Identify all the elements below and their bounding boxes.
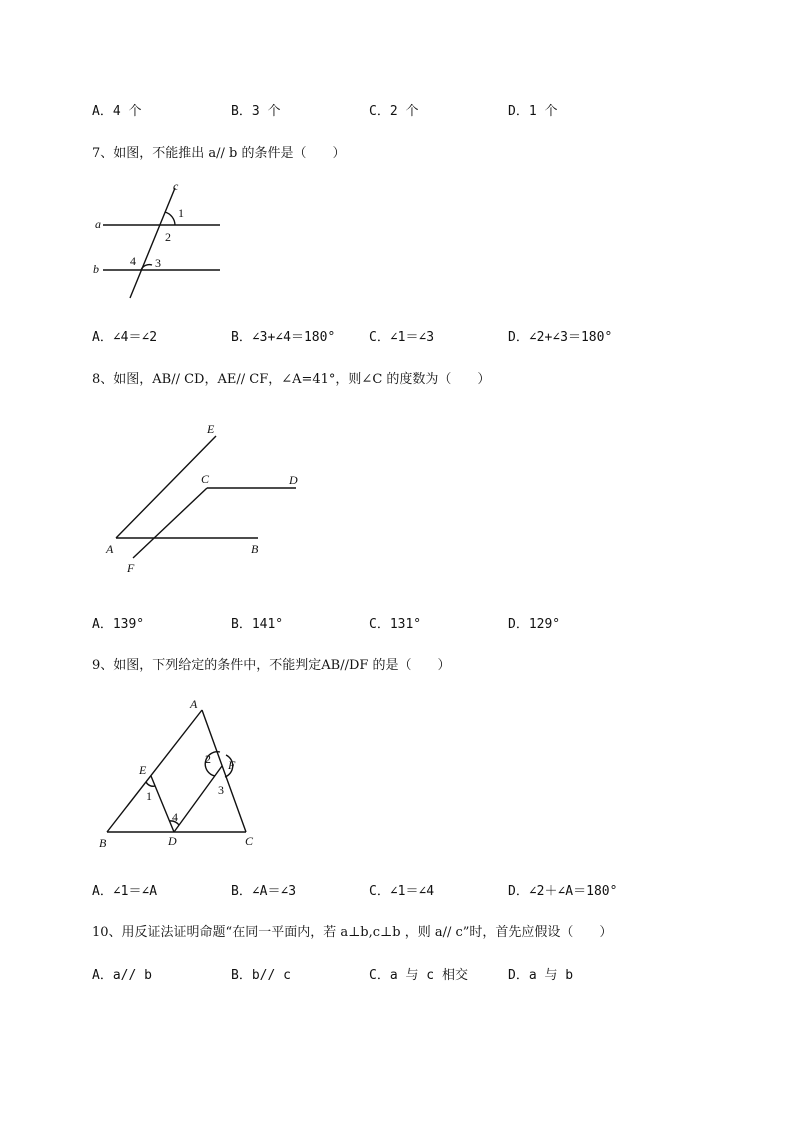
q10-option-d: D．a 与 b (508, 968, 574, 983)
q7-option-c: C．∠1＝∠3 (369, 330, 435, 345)
q8-option-a: A．139° (92, 617, 145, 632)
q9-stem: 9、如图，下列给定的条件中，不能判定AB//DF 的是（ ） (92, 658, 451, 673)
q9-label-2: 2 (205, 752, 211, 766)
q7-option-b: B．∠3+∠4＝180° (231, 330, 336, 345)
q7-label-a: a (95, 217, 101, 231)
q7-figure (85, 175, 230, 305)
q7-label-4: 4 (130, 254, 136, 268)
q7-stem: 7、如图，不能推出 a// b 的条件是（ ） (92, 146, 346, 161)
q6-option-c: C．2 个 (369, 104, 419, 119)
q6-option-a: A．4 个 (92, 104, 142, 119)
q8-label-e: E (207, 422, 215, 436)
q8-option-b: B．141° (231, 617, 284, 632)
q9-label-c: C (245, 834, 254, 848)
q9-label-3: 3 (218, 783, 224, 797)
q9-label-4: 4 (172, 810, 178, 824)
q9-side-ac (202, 710, 246, 832)
q9-figure (95, 693, 270, 858)
q7-label-1: 1 (178, 206, 184, 220)
q8-option-c: C．131° (369, 617, 422, 632)
q7-option-d: D．∠2+∠3＝180° (508, 330, 613, 345)
q9-label-b: B (99, 836, 107, 850)
q8-option-d: D．129° (508, 617, 561, 632)
q6-option-b: B．3 个 (231, 104, 281, 119)
q8-stem: 8、如图，AB// CD，AE// CF，∠A=41°，则∠C 的度数为（ ） (92, 372, 491, 387)
q10-option-a: A．a// b (92, 968, 152, 983)
q8-figure (100, 418, 310, 583)
q7-label-c: c (173, 179, 179, 193)
q8-segment-ae (116, 436, 216, 538)
q8-segment-cf (133, 488, 207, 558)
q8-label-d: D (289, 473, 298, 487)
q8-label-a: A (106, 542, 114, 556)
q9-label-f: F (228, 758, 236, 772)
q7-label-3: 3 (155, 256, 161, 270)
q7-option-a: A．∠4＝∠2 (92, 330, 158, 345)
q9-option-c: C．∠1＝∠4 (369, 884, 435, 899)
q9-option-d: D．∠2＋∠A＝180° (508, 884, 618, 899)
q6-option-d: D．1 个 (508, 104, 558, 119)
q8-label-f: F (127, 561, 135, 575)
q10-stem: 10、用反证法证明命题“在同一平面内，若 a⊥b,c⊥b ，则 a// c”时，首先应假设（ ） (92, 925, 613, 940)
q9-label-e: E (139, 763, 147, 777)
q9-label-a: A (190, 697, 198, 711)
q7-angle-arc-1 (165, 212, 175, 225)
q9-segment-ed (151, 776, 174, 832)
q10-option-b: B．b// c (231, 968, 291, 983)
q7-label-b: b (93, 262, 99, 276)
q7-label-2: 2 (165, 230, 171, 244)
q9-label-d: D (168, 834, 177, 848)
q10-option-c: C．a 与 c 相交 (369, 968, 468, 983)
q9-option-a: A．∠1＝∠A (92, 884, 158, 899)
q9-label-1: 1 (146, 789, 152, 803)
q8-label-c: C (201, 472, 210, 486)
q8-label-b: B (251, 542, 259, 556)
q9-option-b: B．∠A＝∠3 (231, 884, 297, 899)
